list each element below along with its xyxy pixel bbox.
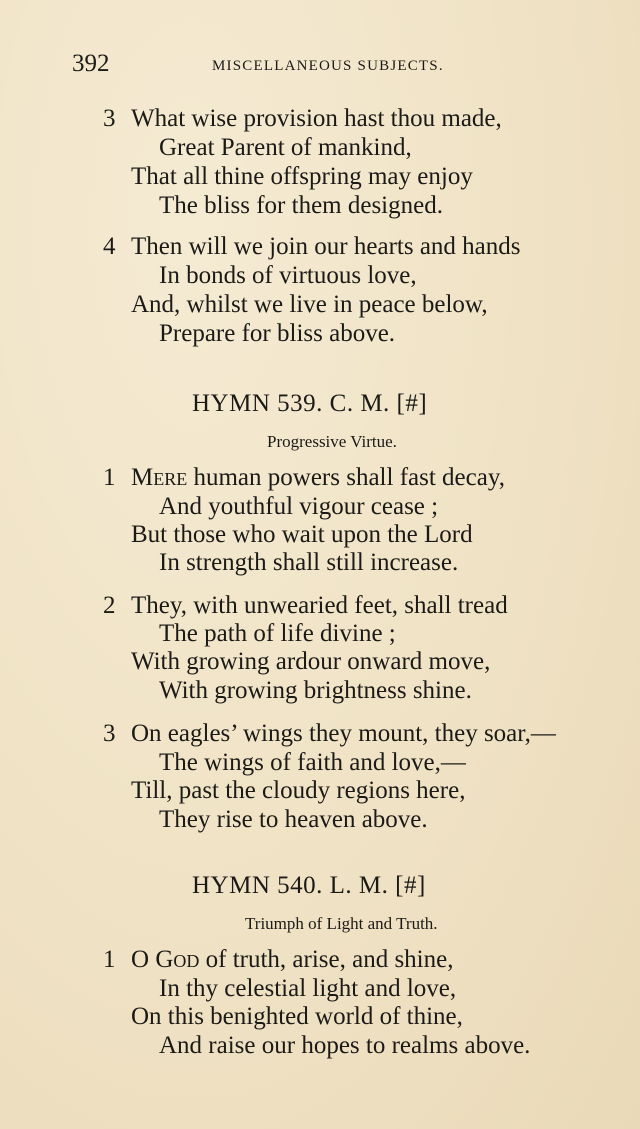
verse-line: Till, past the cloudy regions here, <box>131 777 466 804</box>
verse-line: Then will we join our hearts and hands <box>131 233 521 260</box>
verse-line: But those who wait upon the Lord <box>131 521 473 548</box>
verse-number: 1 <box>103 946 116 973</box>
verse-line: They rise to heaven above. <box>159 806 428 833</box>
verse-line: And, whilst we live in peace below, <box>131 291 488 318</box>
page-header <box>72 50 512 84</box>
verse-line: With growing ardour onward move, <box>131 648 491 675</box>
first-line-rest: of truth, arise, and shine, <box>199 946 454 973</box>
verse-number: 3 <box>103 105 116 132</box>
verse-line: Great Parent of mankind, <box>159 134 412 161</box>
verse-line: With growing brightness shine. <box>159 677 472 704</box>
verse-line: That all thine offspring may enjoy <box>131 163 473 190</box>
verse-number: 2 <box>103 592 116 619</box>
hymn-539-subtitle: Progressive Virtue. <box>267 432 397 451</box>
verse-line: In strength shall still increase. <box>159 549 459 576</box>
verse-line <box>131 946 453 974</box>
verse-line: And raise our hopes to realms above. <box>159 1032 531 1059</box>
verse-line: The wings of faith and love,— <box>159 749 466 776</box>
verse-line: In bonds of virtuous love, <box>159 262 417 289</box>
verse-line: Prepare for bliss above. <box>159 320 396 347</box>
verse-line: On eagles’ wings they mount, they soar,— <box>131 720 556 747</box>
verse-number: 4 <box>103 233 116 260</box>
hymn-539-title: HYMN 539. C. M. [#] <box>192 390 428 417</box>
first-line-rest: human powers shall fast decay, <box>187 464 505 491</box>
verse-line <box>131 464 505 492</box>
verse-line: In thy celestial light and love, <box>159 975 457 1002</box>
verse-line: On this benighted world of thine, <box>131 1003 463 1030</box>
hymn-540-subtitle: Triumph of Light and Truth. <box>245 914 438 933</box>
verse-line: What wise provision hast thou made, <box>131 105 502 132</box>
hymn-540-title: HYMN 540. L. M. [#] <box>192 872 426 899</box>
running-head: MISCELLANEOUS SUBJECTS. <box>212 58 444 74</box>
verse-number: 1 <box>103 464 116 491</box>
verse-line: And youthful vigour cease ; <box>159 493 439 520</box>
verse-line: The bliss for them designed. <box>159 192 443 219</box>
verse-line: They, with unwearied feet, shall tread <box>131 592 508 619</box>
verse-number: 3 <box>103 720 116 747</box>
first-word-b: God <box>155 946 200 973</box>
first-word: Mere <box>131 464 188 491</box>
page-number: 392 <box>72 50 110 77</box>
verse-line: The path of life divine ; <box>159 620 396 647</box>
first-word-a: O <box>131 946 156 973</box>
